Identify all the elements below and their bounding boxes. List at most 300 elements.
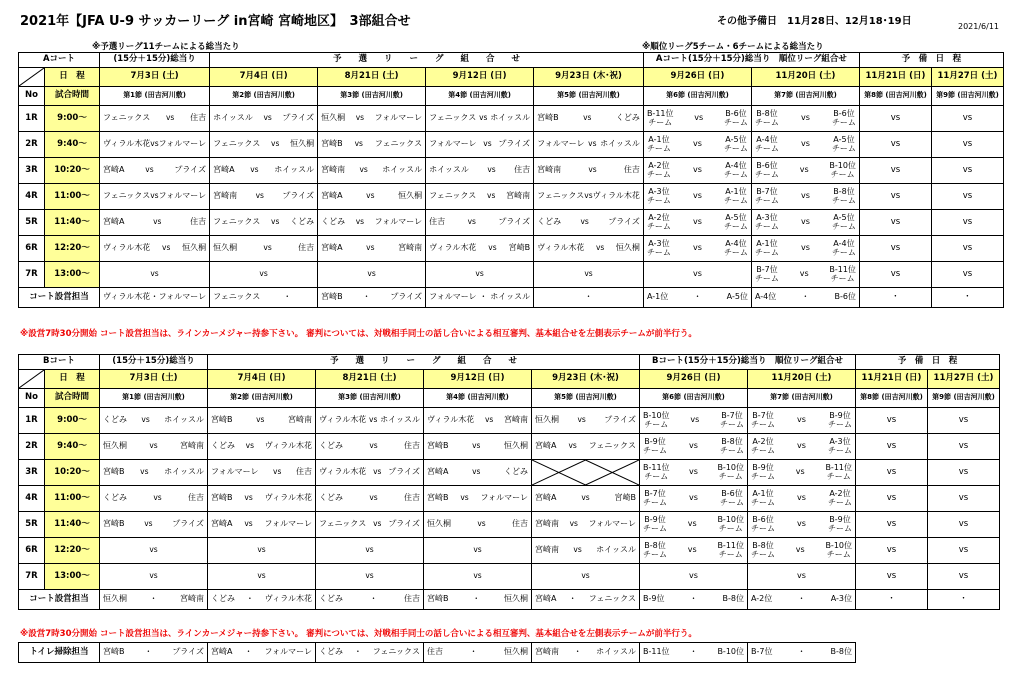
match-cell bbox=[208, 538, 316, 564]
vs-label: vs bbox=[573, 545, 582, 555]
match-cell bbox=[100, 106, 210, 132]
rank-match-cell bbox=[751, 158, 859, 184]
match-cell bbox=[424, 538, 532, 564]
section-header: 第2節 (田吉河川敷) bbox=[210, 87, 318, 106]
rank-match-cell bbox=[643, 262, 751, 288]
section-header: 第4節 (田吉河川敷) bbox=[426, 87, 534, 106]
team-right: フォルマーレ bbox=[588, 519, 636, 529]
match-cell bbox=[208, 434, 316, 460]
vs-label: vs bbox=[588, 139, 597, 149]
round-no: 5R bbox=[19, 210, 45, 236]
match-cell bbox=[208, 408, 316, 434]
section-header: 第3節 (田吉河川敷) bbox=[318, 87, 426, 106]
toilet-cell bbox=[100, 643, 208, 663]
rank-team: チーム bbox=[831, 221, 856, 231]
duty-left: 宮崎B bbox=[103, 647, 125, 657]
section-header: 第8節 (田吉河川敷) bbox=[859, 87, 931, 106]
rank-team: チーム bbox=[646, 221, 671, 231]
dot: ・ bbox=[469, 647, 478, 657]
vs-label: vs bbox=[365, 545, 374, 555]
team-left: 宮崎B bbox=[427, 493, 449, 503]
time-header: 試合時間 bbox=[45, 87, 100, 106]
team-left: ヴィラル木花 bbox=[537, 243, 585, 253]
vs-label: vs bbox=[694, 113, 704, 123]
team-left: ヴィラル木花 bbox=[427, 415, 475, 425]
team-right: 住吉 bbox=[190, 113, 207, 123]
vs-label: vs bbox=[257, 571, 266, 581]
match-cell bbox=[532, 460, 640, 486]
duty-left: B-9位 bbox=[643, 594, 665, 604]
vs-label: vs bbox=[369, 415, 378, 425]
reserve-duty: ・ bbox=[931, 288, 1003, 308]
rank-team: チーム bbox=[754, 195, 779, 205]
doc-date: 2021/6/11 bbox=[958, 22, 1000, 31]
duty-right: フォルマーレ bbox=[158, 292, 207, 302]
round-no: 7R bbox=[19, 262, 45, 288]
duty-left: くどみ bbox=[319, 594, 343, 604]
team-left: フォルマーレ bbox=[211, 467, 259, 477]
day-header: 日 程 bbox=[45, 370, 100, 389]
rank-match-cell bbox=[640, 434, 748, 460]
reserve-cell: vs bbox=[928, 538, 1000, 564]
dot: ・ bbox=[689, 594, 698, 604]
vs-label: vs bbox=[140, 467, 149, 477]
rank-team: チーム bbox=[720, 419, 744, 429]
rank-team: チーム bbox=[831, 117, 856, 127]
time-header: 試合時間 bbox=[45, 389, 100, 408]
section-header: 第4節 (田吉河川敷) bbox=[424, 389, 532, 408]
match-cell bbox=[208, 512, 316, 538]
vs-label: vs bbox=[692, 165, 702, 175]
duty-cell bbox=[426, 288, 534, 308]
reserve-cell: vs bbox=[928, 512, 1000, 538]
rank-match-cell bbox=[640, 486, 748, 512]
team-left: フェニックス bbox=[537, 191, 585, 201]
round-no: 3R bbox=[19, 460, 45, 486]
vs-label: vs bbox=[583, 113, 592, 123]
rank-team: チーム bbox=[754, 169, 779, 179]
team-left: 恒久桐 bbox=[321, 113, 346, 123]
vs-label: vs bbox=[271, 217, 280, 227]
dot: ・ bbox=[362, 292, 371, 302]
rank-title: Bコート(15分＋15分)総当り 順位リーグ組合せ bbox=[640, 355, 856, 370]
match-cell bbox=[210, 158, 318, 184]
toilet-cell bbox=[640, 643, 748, 663]
duty-right: A-5位 bbox=[726, 292, 748, 302]
match-time: 9:00～ bbox=[45, 106, 100, 132]
date-header: 11月20日 (土) bbox=[751, 68, 859, 87]
vs-label: vs bbox=[800, 217, 810, 227]
rank-match-cell bbox=[748, 434, 856, 460]
rank-slot: A-3位 bbox=[648, 239, 670, 249]
match-cell bbox=[318, 158, 426, 184]
duty-left: 宮崎A bbox=[535, 594, 557, 604]
match-cell bbox=[210, 132, 318, 158]
vs-label: vs bbox=[687, 545, 697, 555]
vs-label: vs bbox=[800, 139, 810, 149]
match-cell bbox=[316, 538, 424, 564]
rank-team: チーム bbox=[723, 143, 748, 153]
match-cell bbox=[100, 158, 210, 184]
section-header: 第8節 (田吉河川敷) bbox=[856, 389, 928, 408]
duty-right: ホイッスル bbox=[490, 292, 531, 302]
toilet-cell bbox=[208, 643, 316, 663]
vs-label: vs bbox=[257, 545, 266, 555]
match-cell bbox=[534, 236, 644, 262]
rank-team: チーム bbox=[646, 247, 671, 257]
vs-label: vs bbox=[588, 165, 597, 175]
vs-label: vs bbox=[355, 113, 365, 123]
team-left: フォルマーレ bbox=[537, 139, 585, 149]
date-header: 11月27日 (土) bbox=[931, 68, 1003, 87]
duty-cell bbox=[534, 288, 644, 308]
dot: ・ bbox=[584, 292, 593, 302]
rank-slot: B-9位 bbox=[644, 515, 666, 525]
other-dates: その他予備日 11月28日、12月18･19日 bbox=[717, 16, 912, 27]
match-cell bbox=[426, 184, 534, 210]
rank-team: チーム bbox=[644, 419, 669, 429]
match-cell bbox=[210, 262, 318, 288]
duty-cell bbox=[316, 590, 424, 610]
team-right: プライズ bbox=[604, 415, 636, 425]
rank-slot: B-11位 bbox=[829, 265, 856, 275]
reserve-cell: vs bbox=[931, 262, 1003, 288]
vs-label: vs bbox=[149, 571, 158, 581]
vs-label: vs bbox=[366, 243, 375, 253]
toilet-cell bbox=[424, 643, 532, 663]
team-left: くどみ bbox=[319, 493, 343, 503]
team-left: 宮崎B bbox=[103, 467, 125, 477]
team-left: ヴィラル木花 bbox=[319, 415, 367, 425]
vs-label: vs bbox=[797, 519, 806, 529]
match-cell bbox=[424, 460, 532, 486]
dot: ・ bbox=[472, 594, 481, 604]
vs-label: vs bbox=[369, 493, 378, 503]
rank-team: チーム bbox=[751, 523, 775, 533]
vs-label: vs bbox=[245, 441, 255, 451]
vs-label: vs bbox=[263, 113, 272, 123]
reserve-cell: vs bbox=[859, 158, 931, 184]
match-cell bbox=[424, 408, 532, 434]
dot: ・ bbox=[573, 647, 582, 657]
format-label: (15分＋15分)総当り bbox=[100, 53, 210, 68]
duty-left: 宮崎B bbox=[321, 292, 343, 302]
match-cell bbox=[100, 132, 210, 158]
date-header: 11月21日 (日) bbox=[859, 68, 931, 87]
vs-label: vs bbox=[584, 269, 593, 279]
duty-left: 住吉 bbox=[427, 647, 443, 657]
duty-right: ホイッスル bbox=[596, 647, 636, 657]
match-cell bbox=[318, 210, 426, 236]
team-left: 宮崎B bbox=[321, 139, 343, 149]
duty-right: 恒久桐 bbox=[504, 594, 528, 604]
team-left: 宮崎A bbox=[535, 441, 557, 451]
reserve-title: 予 備 日 程 bbox=[859, 53, 1003, 68]
team-left: くどみ bbox=[319, 441, 343, 451]
vs-label: vs bbox=[690, 415, 700, 425]
team-left: 宮崎南 bbox=[213, 191, 238, 201]
vs-label: vs bbox=[692, 269, 702, 279]
rank-slot: A-3位 bbox=[756, 213, 778, 223]
match-cell bbox=[316, 408, 424, 434]
vs-label: vs bbox=[244, 519, 253, 529]
duty-cell bbox=[424, 590, 532, 610]
rank-team: チーム bbox=[828, 523, 852, 533]
rank-team: チーム bbox=[754, 117, 779, 127]
round-no: 5R bbox=[19, 512, 45, 538]
rank-team: チーム bbox=[751, 471, 775, 481]
rank-team: チーム bbox=[830, 169, 855, 179]
rank-team: チーム bbox=[643, 497, 667, 507]
team-right: ホイッスル bbox=[164, 467, 204, 477]
match-cell bbox=[316, 460, 424, 486]
date-header: 11月27日 (土) bbox=[928, 370, 1000, 389]
no-header: No bbox=[19, 389, 45, 408]
team-right: 住吉 bbox=[623, 165, 640, 175]
team-right: 住吉 bbox=[511, 519, 528, 529]
team-right: 住吉 bbox=[514, 165, 531, 175]
team-right: 住吉 bbox=[298, 243, 315, 253]
duty-left: B-7位 bbox=[751, 647, 773, 657]
round-no: 1R bbox=[19, 106, 45, 132]
match-time: 9:00～ bbox=[45, 408, 100, 434]
round-no: 2R bbox=[19, 434, 45, 460]
rank-match-cell bbox=[748, 564, 856, 590]
vs-label: vs bbox=[800, 191, 810, 201]
team-right: フォルマーレ bbox=[480, 493, 528, 503]
date-header: 7月3日 (土) bbox=[100, 370, 208, 389]
rank-slot: B-7位 bbox=[756, 187, 778, 197]
dot: ・ bbox=[244, 647, 253, 657]
rank-slot: A-5位 bbox=[725, 213, 747, 223]
rank-team: チーム bbox=[718, 549, 743, 559]
match-time: 9:40～ bbox=[45, 132, 100, 158]
rank-match-cell bbox=[748, 460, 856, 486]
duty-left: フォルマーレ bbox=[429, 292, 477, 302]
date-header: 9月12日 (日) bbox=[426, 68, 534, 87]
team-right: くどみ bbox=[504, 467, 528, 477]
reserve-cell: vs bbox=[931, 236, 1003, 262]
vs-label: vs bbox=[473, 571, 482, 581]
rank-team: チーム bbox=[646, 143, 671, 153]
section-header: 第9節 (田吉河川敷) bbox=[931, 87, 1003, 106]
match-cell bbox=[100, 408, 208, 434]
rank-match-cell bbox=[748, 408, 856, 434]
duty-left: B-11位 bbox=[643, 647, 670, 657]
team-right: フェニックス bbox=[588, 441, 636, 451]
dot: ・ bbox=[353, 647, 362, 657]
vs-label: vs bbox=[373, 467, 382, 477]
diagonal-corner bbox=[19, 68, 45, 87]
match-cell bbox=[424, 486, 532, 512]
team-right: 恒久桐 bbox=[503, 441, 528, 451]
dot: ・ bbox=[149, 594, 158, 604]
team-left: ヴィラル木花 bbox=[319, 467, 367, 477]
vs-label: vs bbox=[367, 269, 376, 279]
toilet-cell bbox=[316, 643, 424, 663]
round-no: 3R bbox=[19, 158, 45, 184]
match-cell bbox=[100, 486, 208, 512]
rank-slot: B-9位 bbox=[829, 411, 851, 421]
vs-label: vs bbox=[359, 165, 368, 175]
rank-slot: B-6位 bbox=[752, 515, 774, 525]
rank-team: チーム bbox=[828, 419, 852, 429]
team-right: フォルマーレ bbox=[374, 217, 423, 227]
match-cell bbox=[100, 184, 210, 210]
team-left: 宮崎B bbox=[427, 441, 449, 451]
reserve-cell: vs bbox=[859, 262, 931, 288]
vs-label: vs bbox=[145, 165, 154, 175]
rank-team: チーム bbox=[723, 247, 748, 257]
rank-slot: B-6位 bbox=[833, 109, 855, 119]
vs-label: vs bbox=[692, 243, 702, 253]
vs-label: vs bbox=[797, 571, 806, 581]
note-right: ※順位リーグ5チーム・6チームによる総当たり bbox=[642, 42, 824, 52]
rank-slot: A-5位 bbox=[833, 135, 855, 145]
rank-slot: A-2位 bbox=[648, 213, 670, 223]
team-left: くどみ bbox=[537, 217, 562, 227]
team-right: フォルマーレ bbox=[158, 191, 207, 201]
rank-slot: A-4位 bbox=[725, 161, 747, 171]
rank-team: チーム bbox=[720, 445, 744, 455]
date-header: 7月3日 (土) bbox=[100, 68, 210, 87]
rank-slot: B-10位 bbox=[643, 411, 670, 421]
rank-slot: B-10位 bbox=[717, 515, 744, 525]
team-right: 住吉 bbox=[190, 217, 207, 227]
vs-label: vs bbox=[472, 467, 481, 477]
duty-left: A-2位 bbox=[751, 594, 773, 604]
duty-right: フェニックス bbox=[588, 594, 636, 604]
match-cell bbox=[100, 236, 210, 262]
duty-cell bbox=[100, 288, 210, 308]
match-cell bbox=[532, 538, 640, 564]
duty-cell bbox=[532, 590, 640, 610]
rank-team: チーム bbox=[831, 143, 856, 153]
round-no: 4R bbox=[19, 486, 45, 512]
page-title: 2021年【JFA U-9 サッカーリーグ in宮崎 宮崎地区】 3部組合せ bbox=[20, 14, 411, 29]
date-header: 11月21日 (日) bbox=[856, 370, 928, 389]
team-right: プライズ bbox=[282, 113, 315, 123]
match-cell bbox=[100, 538, 208, 564]
reserve-cell: vs bbox=[859, 184, 931, 210]
reserve-duty: ・ bbox=[928, 590, 1000, 610]
rank-slot: B-7位 bbox=[756, 265, 778, 275]
date-header: 9月23日 (木･祝) bbox=[534, 68, 644, 87]
rank-match-cell bbox=[643, 184, 751, 210]
vs-label: vs bbox=[255, 191, 264, 201]
match-cell bbox=[534, 210, 644, 236]
rank-team: チーム bbox=[648, 117, 673, 127]
date-header: 7月4日 (日) bbox=[208, 370, 316, 389]
team-left: 宮崎南 bbox=[321, 165, 346, 175]
team-right: プライズ bbox=[388, 519, 420, 529]
court-b-note: ※設営7時30分開始 コート設営担当は、ラインカーメジャー持参下さい。 審判については、対戦相手同士の話し合いによる相互審判、基本組合せを左側表示チームが前半行う。 bbox=[20, 629, 697, 639]
team-left: フェニックス bbox=[213, 217, 261, 227]
rank-match-cell bbox=[748, 512, 856, 538]
team-right: ヴィラル木花 bbox=[592, 191, 640, 201]
team-left: ヴィラル木花 bbox=[429, 243, 477, 253]
round-no: 7R bbox=[19, 564, 45, 590]
team-right: ホイッスル bbox=[274, 165, 315, 175]
duty-right: B-8位 bbox=[722, 594, 744, 604]
rank-slot: B-10位 bbox=[829, 161, 856, 171]
vs-label: vs bbox=[369, 441, 378, 451]
rank-match-cell bbox=[640, 512, 748, 538]
team-left: 宮崎A bbox=[321, 191, 343, 201]
rank-team: チーム bbox=[754, 221, 779, 231]
match-cell bbox=[100, 512, 208, 538]
rank-team: チーム bbox=[643, 549, 667, 559]
team-left: 宮崎B bbox=[537, 113, 559, 123]
match-time: 11:00～ bbox=[45, 184, 100, 210]
vs-label: vs bbox=[795, 545, 805, 555]
vs-label: vs bbox=[153, 493, 162, 503]
duty-right: ヴィラル木花 bbox=[264, 594, 312, 604]
vs-label: vs bbox=[797, 493, 806, 503]
rank-slot: B-10位 bbox=[717, 463, 744, 473]
match-cell bbox=[210, 236, 318, 262]
section-header: 第3節 (田吉河川敷) bbox=[316, 389, 424, 408]
rank-match-cell bbox=[643, 210, 751, 236]
vs-label: vs bbox=[256, 415, 265, 425]
team-right: プライズ bbox=[388, 467, 420, 477]
rank-slot: A-2位 bbox=[752, 437, 774, 447]
reserve-cell: vs bbox=[859, 132, 931, 158]
rank-match-cell bbox=[640, 538, 748, 564]
dot: ・ bbox=[245, 594, 254, 604]
match-cell bbox=[210, 106, 318, 132]
vs-label: vs bbox=[273, 467, 282, 477]
team-left: 恒久桐 bbox=[535, 415, 559, 425]
rank-slot: B-6位 bbox=[756, 161, 778, 171]
reserve-duty: ・ bbox=[856, 590, 928, 610]
match-cell bbox=[318, 106, 426, 132]
rank-team: チーム bbox=[720, 497, 744, 507]
duty-left: A-4位 bbox=[754, 292, 777, 302]
prelim-title: 予 選 リ ー グ 組 合 せ bbox=[208, 355, 640, 370]
vs-label: vs bbox=[467, 217, 476, 227]
rank-team: チーム bbox=[831, 195, 856, 205]
rank-team: チーム bbox=[826, 471, 851, 481]
team-left: フェニックス bbox=[319, 519, 367, 529]
match-cell bbox=[100, 460, 208, 486]
rank-slot: B-7位 bbox=[752, 411, 774, 421]
duty-left: くどみ bbox=[319, 647, 343, 657]
team-right: ヴィラル木花 bbox=[264, 441, 312, 451]
team-left: 恒久桐 bbox=[213, 243, 238, 253]
vs-label: vs bbox=[800, 113, 810, 123]
reserve-cell: vs bbox=[928, 408, 1000, 434]
team-left: くどみ bbox=[103, 415, 127, 425]
vs-label: vs bbox=[569, 519, 578, 529]
vs-label: vs bbox=[799, 269, 809, 279]
rank-slot: B-6位 bbox=[721, 489, 743, 499]
rank-match-cell bbox=[640, 460, 748, 486]
team-right: 宮崎南 bbox=[179, 441, 204, 451]
vs-label: vs bbox=[141, 415, 150, 425]
rank-slot: A-1位 bbox=[752, 489, 774, 499]
match-cell bbox=[532, 486, 640, 512]
team-right: 住吉 bbox=[187, 493, 204, 503]
vs-label: vs bbox=[692, 139, 702, 149]
court-a-note: ※設営7時30分開始 コート設営担当は、ラインカーメジャー持参下さい。 審判については、対戦相手同士の話し合いによる相互審判、基本組合せを左側表示チームが前半行う。 bbox=[20, 329, 697, 339]
team-right: プライズ bbox=[174, 165, 207, 175]
duty-cell bbox=[100, 590, 208, 610]
team-right: ホイッスル bbox=[382, 165, 423, 175]
dot: ・ bbox=[797, 647, 806, 657]
match-cell bbox=[534, 262, 644, 288]
team-right: 恒久桐 bbox=[290, 139, 315, 149]
